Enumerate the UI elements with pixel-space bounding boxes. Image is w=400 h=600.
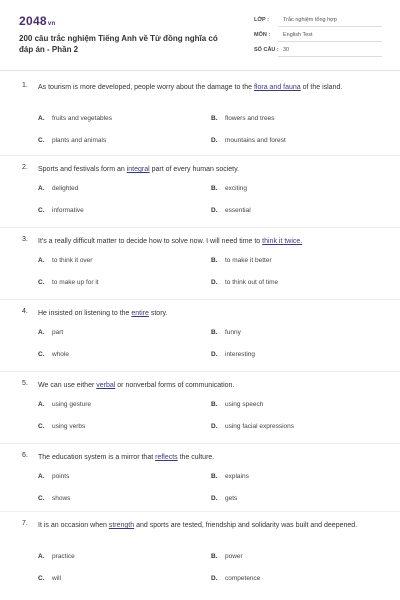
option-text: to make it better	[225, 257, 272, 264]
option-letter: D.	[211, 495, 218, 502]
question-stem	[38, 236, 368, 248]
meta-class-row	[254, 15, 382, 27]
document-title: 200 câu trắc nghiệm Tiếng Anh về Từ đồng nghĩa có đáp án - Phần 2	[19, 34, 218, 54]
meta-subject-row	[254, 30, 382, 42]
option-text: will	[52, 575, 62, 582]
stem-text: or nonverbal forms of communication.	[115, 382, 235, 389]
page-header	[0, 0, 400, 68]
option-text: shows	[52, 495, 71, 502]
stem-text: part of every human society.	[149, 166, 240, 173]
underlined-term: verbal	[96, 382, 116, 389]
question-divider	[0, 155, 400, 156]
answer-option-c[interactable]	[38, 137, 106, 144]
question-stem	[38, 380, 368, 392]
stem-text: The education system is a mirror that	[38, 454, 156, 461]
meta-divider	[278, 41, 382, 42]
option-letter: C.	[38, 351, 45, 358]
question-number: 3.	[22, 236, 28, 243]
answer-option-c[interactable]	[38, 575, 61, 582]
option-letter: D.	[211, 575, 218, 582]
option-text: using facial expressions	[225, 423, 295, 430]
answer-option-d[interactable]	[211, 137, 286, 144]
answer-option-d[interactable]	[211, 279, 278, 286]
option-letter: D.	[211, 351, 218, 358]
underlined-term: think it twice.	[262, 238, 303, 245]
option-text: whole	[52, 351, 69, 358]
answer-option-a[interactable]	[38, 553, 75, 560]
question-stem	[38, 308, 368, 320]
option-letter: C.	[38, 423, 45, 430]
option-text: informative	[52, 207, 84, 214]
option-text: funny	[225, 329, 241, 336]
question-divider	[0, 443, 400, 444]
option-text: gets	[225, 495, 238, 502]
option-letter: A.	[38, 185, 45, 192]
meta-count-row	[254, 45, 382, 57]
answer-option-a[interactable]	[38, 329, 63, 336]
answer-option-c[interactable]	[38, 495, 70, 502]
logo-suffix: vn	[47, 21, 56, 27]
answer-option-d[interactable]	[211, 495, 237, 502]
option-letter: D.	[211, 279, 218, 286]
meta-divider	[278, 26, 382, 27]
option-letter: B.	[211, 115, 218, 122]
answer-option-b[interactable]	[211, 257, 272, 264]
stem-text: Sports and festivals form an	[38, 166, 127, 173]
option-letter: C.	[38, 207, 45, 214]
question-divider	[0, 371, 400, 372]
option-letter: A.	[38, 473, 45, 480]
question-number: 2.	[22, 164, 28, 171]
answer-option-c[interactable]	[38, 423, 85, 430]
logo-text: 2048	[19, 14, 47, 28]
answer-option-d[interactable]	[211, 207, 251, 214]
option-letter: B.	[211, 329, 218, 336]
stem-text: story.	[148, 310, 168, 317]
option-text: using gesture	[52, 401, 92, 408]
meta-subject-value: English Test	[283, 32, 313, 38]
answer-option-d[interactable]	[211, 575, 260, 582]
answer-option-a[interactable]	[38, 473, 69, 480]
option-letter: B.	[211, 257, 218, 264]
stem-text: We can use either	[38, 382, 97, 389]
option-letter: C.	[38, 495, 45, 502]
answer-option-b[interactable]	[211, 401, 263, 408]
question-number: 6.	[22, 452, 28, 459]
option-text: plants and animals	[52, 137, 107, 144]
stem-text: and sports are tested, friendship and solidarity was built and deepened.	[134, 522, 358, 529]
answer-option-b[interactable]	[211, 329, 241, 336]
stem-text: It's a really difficult matter to decide how to solve now. I will need time to	[38, 238, 263, 245]
option-letter: A.	[38, 115, 45, 122]
option-letter: A.	[38, 553, 45, 560]
option-text: mountains and forest	[225, 137, 286, 144]
question-stem	[38, 82, 368, 94]
underlined-term: entire	[131, 310, 149, 317]
option-letter: B.	[211, 401, 218, 408]
option-text: to think out of time	[225, 279, 279, 286]
question-number: 1.	[22, 82, 28, 89]
meta-class-label: LỚP :	[254, 17, 269, 23]
meta-class-value: Trắc nghiệm tổng hợp	[283, 17, 337, 23]
answer-option-c[interactable]	[38, 207, 84, 214]
option-letter: A.	[38, 257, 45, 264]
answer-option-a[interactable]	[38, 115, 112, 122]
option-letter: B.	[211, 185, 218, 192]
stem-text: It is an occasion when	[38, 522, 109, 529]
meta-count-value: 30	[283, 47, 290, 53]
option-letter: C.	[38, 137, 45, 144]
meta-divider	[278, 56, 382, 57]
question-number: 7.	[22, 520, 28, 527]
option-text: using speech	[225, 401, 264, 408]
option-text: essential	[225, 207, 251, 214]
option-text: to think it over	[52, 257, 93, 264]
meta-subject-label: MÔN :	[254, 32, 271, 38]
answer-option-c[interactable]	[38, 279, 99, 286]
option-letter: C.	[38, 575, 45, 582]
answer-option-d[interactable]	[211, 351, 255, 358]
option-text: using verbs	[52, 423, 86, 430]
option-text: competence	[225, 575, 261, 582]
stem-text: the culture.	[177, 454, 215, 461]
question-divider	[0, 299, 400, 300]
stem-text: of the island.	[300, 84, 343, 91]
option-text: part	[52, 329, 64, 336]
option-letter: A.	[38, 401, 45, 408]
question-stem	[38, 520, 368, 532]
option-letter: D.	[211, 423, 218, 430]
answer-option-b[interactable]	[211, 185, 247, 192]
answer-option-c[interactable]	[38, 351, 69, 358]
answer-option-a[interactable]	[38, 185, 78, 192]
site-logo[interactable]	[19, 14, 56, 28]
option-letter: B.	[211, 553, 218, 560]
question-number: 5.	[22, 380, 28, 387]
option-text: exciting	[225, 185, 248, 192]
answer-option-b[interactable]	[211, 553, 243, 560]
underlined-term: reflects	[155, 454, 178, 461]
question-number: 4.	[22, 308, 28, 315]
stem-text: As tourism is more developed, people worry about the damage to the	[38, 84, 254, 91]
question-stem	[38, 164, 368, 176]
stem-text: He insisted on listening to the	[38, 310, 132, 317]
underlined-term: flora and fauna	[253, 84, 301, 91]
option-text: flowers and trees	[225, 115, 275, 122]
question-stem	[38, 452, 368, 464]
option-text: explains	[225, 473, 249, 480]
option-text: interesting	[225, 351, 255, 358]
option-text: power	[225, 553, 243, 560]
question-divider	[0, 227, 400, 228]
option-text: points	[52, 473, 70, 480]
underlined-term: strength	[108, 522, 135, 529]
meta-count-label: SỐ CÂU :	[254, 47, 279, 53]
option-text: to make up for it	[52, 279, 99, 286]
option-letter: D.	[211, 137, 218, 144]
question-divider	[0, 511, 400, 512]
option-letter: D.	[211, 207, 218, 214]
underlined-term: integral	[126, 166, 150, 173]
answer-option-b[interactable]	[211, 473, 249, 480]
option-letter: C.	[38, 279, 45, 286]
option-letter: B.	[211, 473, 218, 480]
answer-option-a[interactable]	[38, 401, 91, 408]
answer-option-b[interactable]	[211, 115, 275, 122]
option-text: fruits and vegetables	[52, 115, 112, 122]
answer-option-a[interactable]	[38, 257, 92, 264]
header-divider	[0, 70, 400, 71]
option-letter: A.	[38, 329, 45, 336]
option-text: delighted	[52, 185, 79, 192]
option-text: practice	[52, 553, 75, 560]
answer-option-d[interactable]	[211, 423, 294, 430]
